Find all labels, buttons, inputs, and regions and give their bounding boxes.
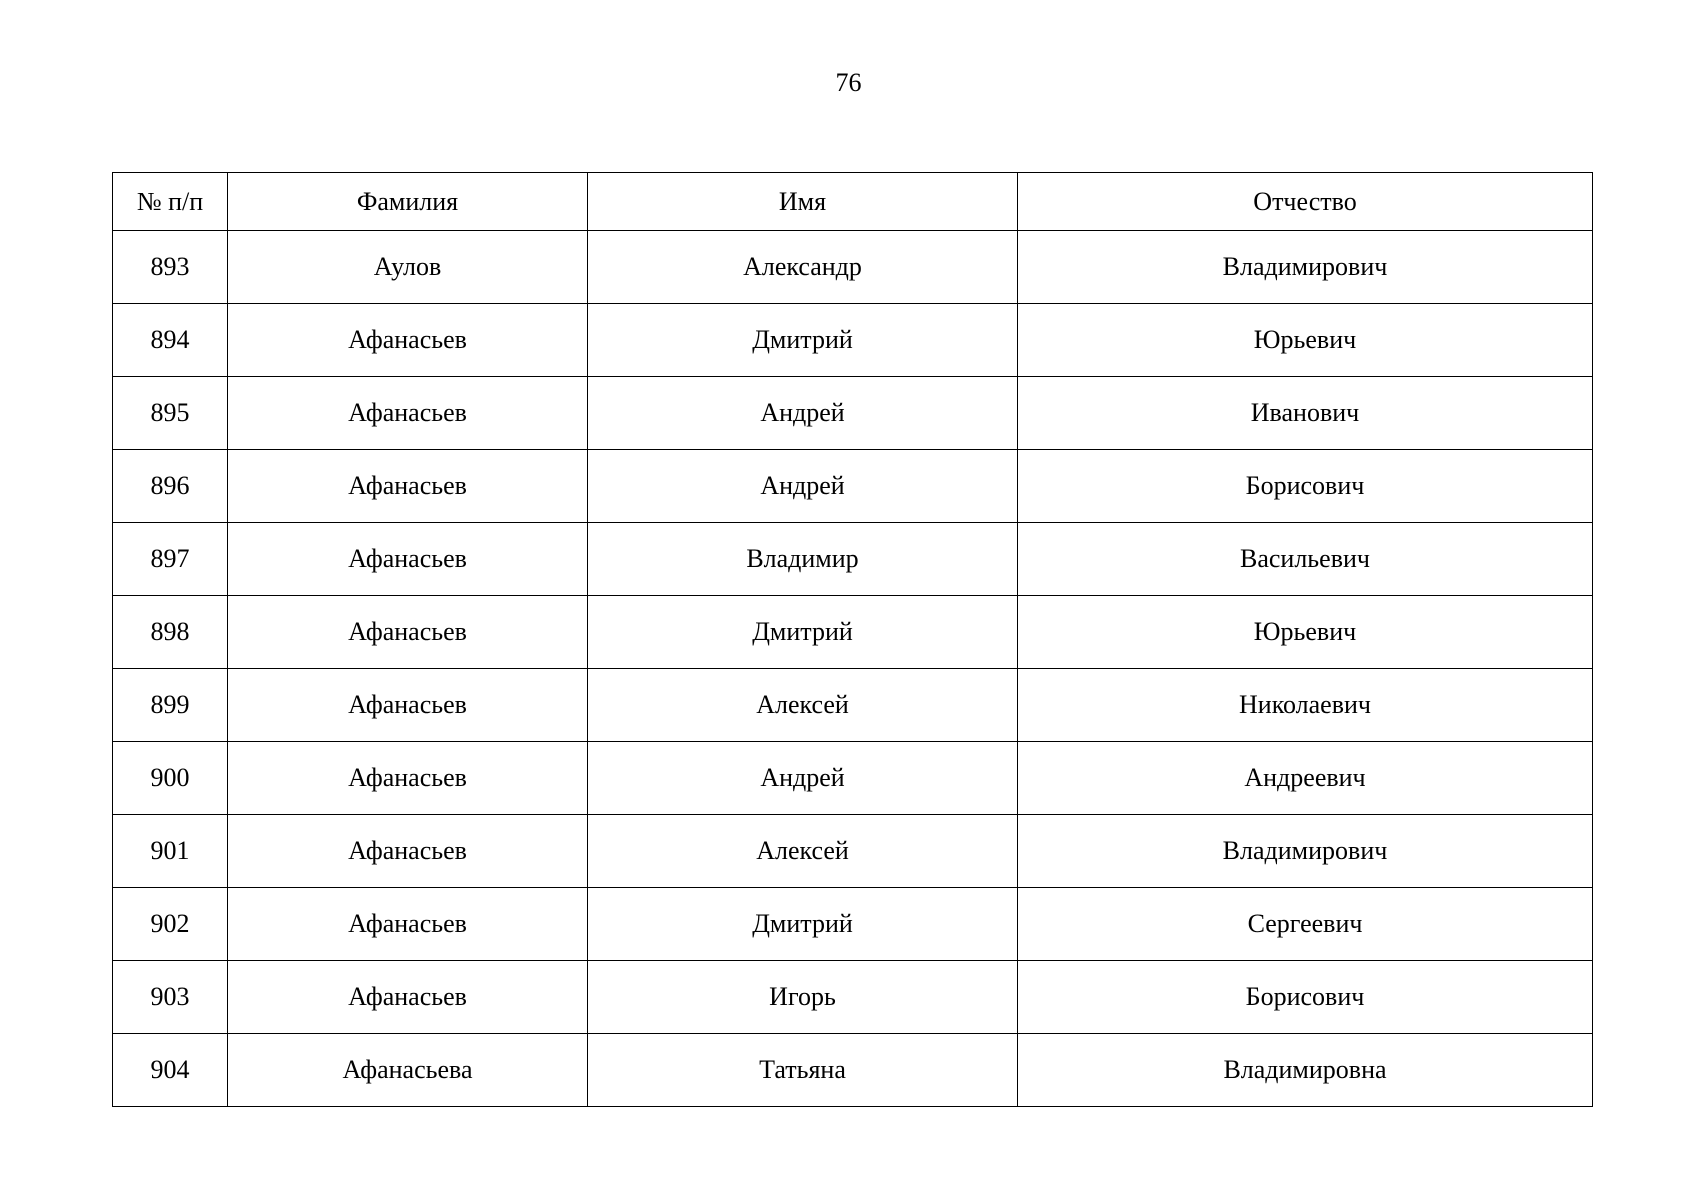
cell-first-name: Андрей (588, 377, 1018, 450)
table-row (113, 304, 1593, 377)
cell-number: 896 (113, 450, 228, 523)
table-row (113, 888, 1593, 961)
cell-first-name: Дмитрий (588, 888, 1018, 961)
header-surname: Фамилия (228, 173, 588, 231)
cell-surname: Афанасьев (228, 523, 588, 596)
cell-patronymic: Владимировна (1018, 1034, 1593, 1107)
cell-number: 899 (113, 669, 228, 742)
cell-surname: Афанасьев (228, 596, 588, 669)
cell-surname: Афанасьев (228, 742, 588, 815)
table-row (113, 669, 1593, 742)
table-header-row (113, 173, 1593, 231)
cell-patronymic: Юрьевич (1018, 304, 1593, 377)
cell-first-name: Андрей (588, 450, 1018, 523)
table-row (113, 596, 1593, 669)
cell-surname: Афанасьева (228, 1034, 588, 1107)
cell-first-name: Алексей (588, 815, 1018, 888)
cell-first-name: Татьяна (588, 1034, 1018, 1107)
cell-number: 900 (113, 742, 228, 815)
cell-surname: Афанасьев (228, 450, 588, 523)
cell-first-name: Александр (588, 231, 1018, 304)
table-row (113, 1034, 1593, 1107)
cell-number: 898 (113, 596, 228, 669)
header-number: № п/п (113, 173, 228, 231)
cell-surname: Афанасьев (228, 815, 588, 888)
cell-first-name: Владимир (588, 523, 1018, 596)
cell-first-name: Дмитрий (588, 596, 1018, 669)
cell-patronymic: Борисович (1018, 961, 1593, 1034)
cell-patronymic: Владимирович (1018, 231, 1593, 304)
cell-patronymic: Борисович (1018, 450, 1593, 523)
cell-patronymic: Сергеевич (1018, 888, 1593, 961)
table-row (113, 815, 1593, 888)
names-table (112, 172, 1593, 1107)
cell-patronymic: Васильевич (1018, 523, 1593, 596)
cell-number: 902 (113, 888, 228, 961)
cell-patronymic: Андреевич (1018, 742, 1593, 815)
cell-patronymic: Владимирович (1018, 815, 1593, 888)
cell-patronymic: Иванович (1018, 377, 1593, 450)
header-patronymic: Отчество (1018, 173, 1593, 231)
cell-number: 894 (113, 304, 228, 377)
cell-surname: Аулов (228, 231, 588, 304)
cell-number: 897 (113, 523, 228, 596)
cell-surname: Афанасьев (228, 377, 588, 450)
cell-number: 893 (113, 231, 228, 304)
cell-patronymic: Николаевич (1018, 669, 1593, 742)
table-row (113, 961, 1593, 1034)
table-row (113, 231, 1593, 304)
cell-number: 895 (113, 377, 228, 450)
cell-first-name: Игорь (588, 961, 1018, 1034)
header-first-name: Имя (588, 173, 1018, 231)
table-row (113, 742, 1593, 815)
cell-number: 903 (113, 961, 228, 1034)
cell-number: 901 (113, 815, 228, 888)
cell-surname: Афанасьев (228, 888, 588, 961)
table-row (113, 450, 1593, 523)
table-row (113, 523, 1593, 596)
cell-first-name: Андрей (588, 742, 1018, 815)
cell-first-name: Дмитрий (588, 304, 1018, 377)
cell-surname: Афанасьев (228, 669, 588, 742)
cell-number: 904 (113, 1034, 228, 1107)
cell-surname: Афанасьев (228, 961, 588, 1034)
cell-first-name: Алексей (588, 669, 1018, 742)
table-row (113, 377, 1593, 450)
cell-surname: Афанасьев (228, 304, 588, 377)
page-number: 76 (835, 68, 862, 97)
cell-patronymic: Юрьевич (1018, 596, 1593, 669)
